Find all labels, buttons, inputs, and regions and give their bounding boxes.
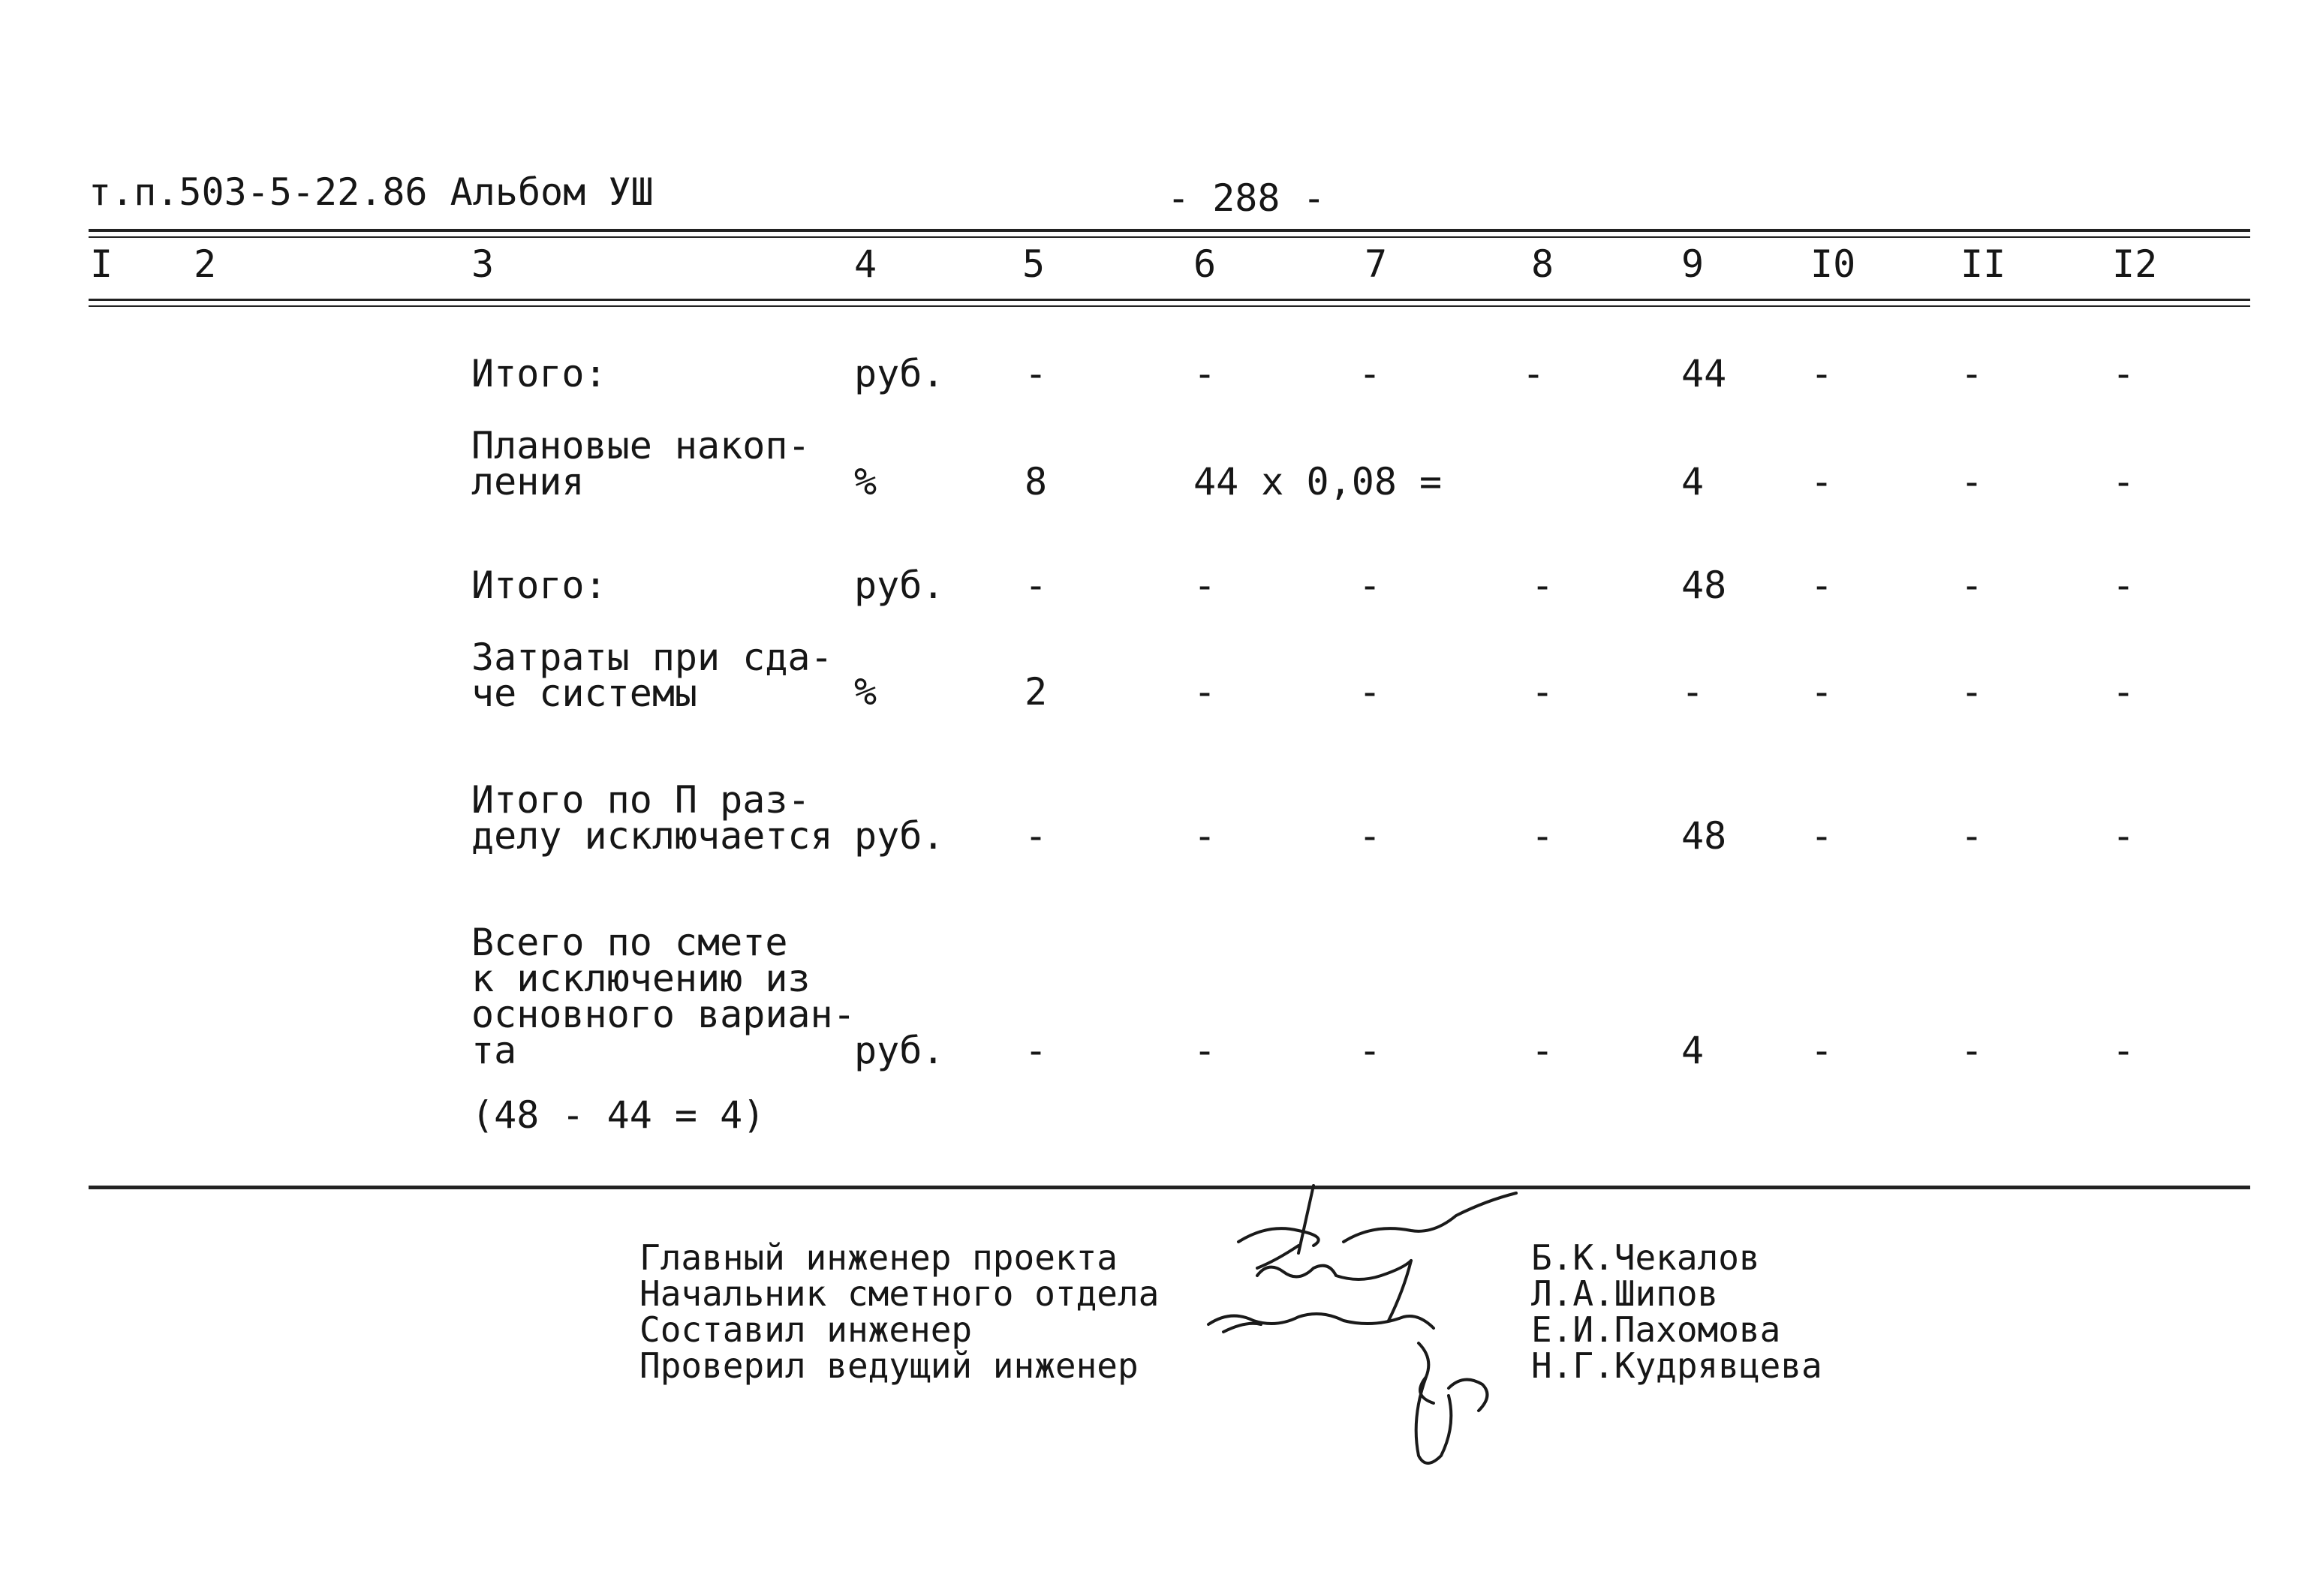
column-number-6: 6 xyxy=(1193,242,1217,286)
row-col9: 4 xyxy=(1681,460,1705,503)
row-col11: - xyxy=(1960,670,1984,714)
row-col11: - xyxy=(1960,1029,1984,1072)
row-col9: 44 xyxy=(1681,352,1727,395)
row-col7: - xyxy=(1359,564,1382,607)
row-col5: - xyxy=(1025,814,1048,858)
row-col5: - xyxy=(1025,1029,1048,1072)
row-col12: - xyxy=(2112,1029,2135,1072)
row-unit: руб. xyxy=(854,1029,945,1072)
signature-name: Н.Г.Кудрявцева xyxy=(1531,1345,1822,1386)
row-col9: 4 xyxy=(1681,1029,1705,1072)
row-col11: - xyxy=(1960,352,1984,395)
row-col5: 2 xyxy=(1025,670,1048,714)
signature-position: Составил инженер xyxy=(639,1309,973,1350)
column-number-12: I2 xyxy=(2112,242,2158,286)
column-number-3: 3 xyxy=(471,242,495,286)
row-col6: - xyxy=(1193,352,1217,395)
row-unit: руб. xyxy=(854,352,945,395)
row-col12: - xyxy=(2112,460,2135,503)
signature-name: Л.А.Шипов xyxy=(1531,1273,1719,1314)
signature-position: Проверил ведущий инженер xyxy=(639,1345,1139,1386)
row-col12: - xyxy=(2112,352,2135,395)
column-number-7: 7 xyxy=(1365,242,1388,286)
row-col7: - xyxy=(1359,670,1382,714)
row-col11: - xyxy=(1960,564,1984,607)
header-bottom-rule xyxy=(89,299,2250,301)
row-col6: - xyxy=(1193,814,1217,858)
row-col5: 8 xyxy=(1025,460,1048,503)
row-col11: - xyxy=(1960,814,1984,858)
row-col5: - xyxy=(1025,564,1048,607)
row-col7: - xyxy=(1359,814,1382,858)
row-name: Всего по смете к исключению из основного вариан- та xyxy=(471,921,856,1072)
column-number-10: I0 xyxy=(1810,242,1856,286)
row-col10: - xyxy=(1810,1029,1834,1072)
top-rule-thin xyxy=(89,236,2250,238)
signature-position: Начальник сметного отдела xyxy=(639,1273,1160,1314)
calc-note: (48 - 44 = 4) xyxy=(471,1093,766,1137)
row-col10: - xyxy=(1810,352,1834,395)
row-col9: - xyxy=(1681,670,1705,714)
row-unit: % xyxy=(854,670,877,714)
document-reference: т.п.503-5-22.86 Альбом УШ xyxy=(89,170,654,214)
column-number-2: 2 xyxy=(194,242,217,286)
row-col12: - xyxy=(2112,564,2135,607)
row-name: Плановые накоп- ления xyxy=(471,424,811,503)
row-col6: - xyxy=(1193,564,1217,607)
row-col8: - xyxy=(1531,670,1554,714)
row-col8: - xyxy=(1531,1029,1554,1072)
row-col5: - xyxy=(1025,352,1048,395)
header-bottom-rule-thin xyxy=(89,305,2250,307)
row-col10: - xyxy=(1810,564,1834,607)
column-number-4: 4 xyxy=(854,242,877,286)
column-number-1: I xyxy=(90,242,113,286)
signature-position: Главный инженер проекта xyxy=(639,1237,1118,1278)
page-number: - 288 - xyxy=(1167,176,1326,220)
row-col7: - xyxy=(1359,1029,1382,1072)
row-name: Затраты при сда- че системы xyxy=(471,636,833,715)
column-number-9: 9 xyxy=(1681,242,1705,286)
handwritten-signatures xyxy=(1186,1171,1561,1486)
row-name: Итого: xyxy=(471,352,607,395)
bottom-rule xyxy=(89,1186,2250,1189)
column-number-11: II xyxy=(1960,242,2006,286)
row-col9: 48 xyxy=(1681,814,1727,858)
row-col10: - xyxy=(1810,670,1834,714)
row-col8: - xyxy=(1522,352,1545,395)
row-col9: 48 xyxy=(1681,564,1727,607)
row-col10: - xyxy=(1810,460,1834,503)
row-unit: % xyxy=(854,460,877,503)
row-col11: - xyxy=(1960,460,1984,503)
column-number-5: 5 xyxy=(1022,242,1046,286)
signature-name: Е.И.Пахомова xyxy=(1531,1309,1781,1350)
row-name: Итого: xyxy=(471,564,607,607)
row-col12: - xyxy=(2112,814,2135,858)
row-unit: руб. xyxy=(854,814,945,858)
row-col6: - xyxy=(1193,670,1217,714)
top-rule xyxy=(89,229,2250,232)
row-col7: - xyxy=(1359,352,1382,395)
row-col12: - xyxy=(2112,670,2135,714)
row-col6: 44 x 0,08 = xyxy=(1193,460,1443,503)
row-col8: - xyxy=(1531,814,1554,858)
row-col6: - xyxy=(1193,1029,1217,1072)
signature-name: Б.К.Чекалов xyxy=(1531,1237,1760,1278)
row-unit: руб. xyxy=(854,564,945,607)
column-number-8: 8 xyxy=(1531,242,1554,286)
row-name: Итого по П раз- делу исключается xyxy=(471,778,833,858)
row-col8: - xyxy=(1531,564,1554,607)
row-col10: - xyxy=(1810,814,1834,858)
